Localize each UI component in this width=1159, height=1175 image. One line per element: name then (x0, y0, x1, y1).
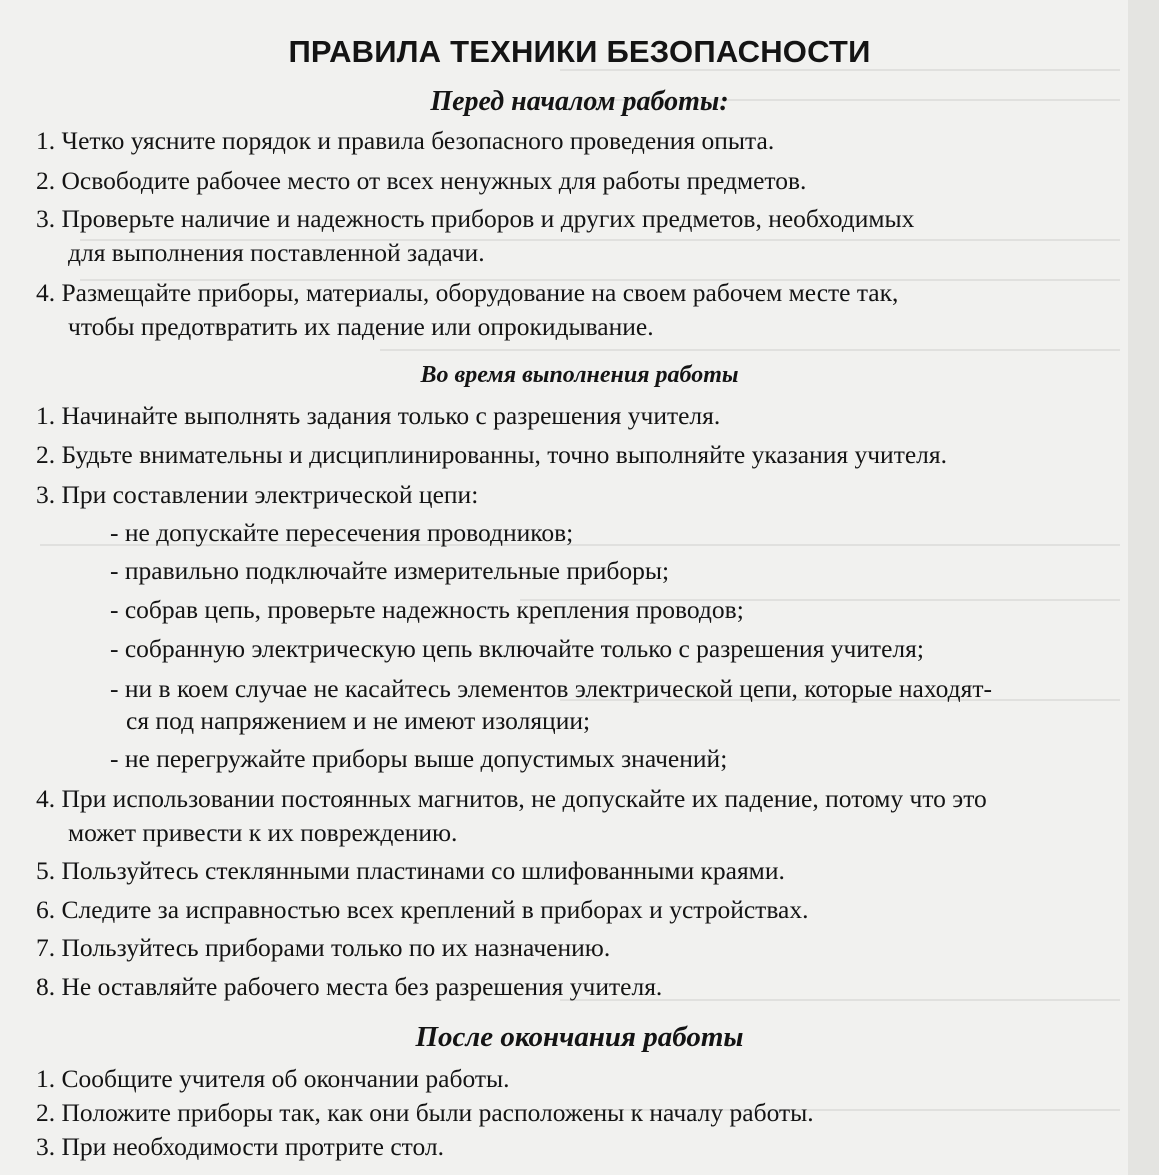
sub-list-item: - не допускайте пересечения проводников; (110, 518, 574, 547)
section-heading-after: После окончания работы (415, 1021, 744, 1053)
list-item: 1. Четко уясните порядок и правила безопасного проведения опыта. (36, 126, 775, 155)
list-item: 1. Начинайте выполнять задания только с разрешения учителя. (36, 401, 721, 430)
sub-list-item-continuation: ся под напряжением и не имеют изоляции; (126, 706, 591, 735)
sub-list-item: - ни в коем случае не касайтесь элементов электрической цепи, которые находят- (110, 674, 992, 703)
list-item: 4. Размещайте приборы, материалы, оборудование на своем рабочем месте так, (36, 278, 899, 307)
sub-list-item: - собранную электрическую цепь включайте только с разрешения учителя; (110, 634, 924, 663)
list-item: 7. Пользуйтесь приборами только по их назначению. (36, 933, 611, 962)
list-item: 4. При использовании постоянных магнитов, не допускайте их падение, потому что это (36, 784, 987, 813)
list-item-continuation: чтобы предотвратить их падение или опрокидывание. (68, 312, 654, 341)
list-item: 3. Проверьте наличие и надежность приборов и других предметов, необходимых (36, 204, 915, 233)
list-item: 8. Не оставляйте рабочего места без разрешения учителя. (36, 972, 663, 1001)
list-item: 2. Будьте внимательны и дисциплинированны, точно выполняйте указания учителя. (36, 440, 947, 469)
page-title: ПРАВИЛА ТЕХНИКИ БЕЗОПАСНОСТИ (288, 34, 871, 69)
list-item: 2. Положите приборы так, как они были расположены к началу работы. (36, 1098, 814, 1127)
list-item: 1. Сообщите учителя об окончании работы. (36, 1064, 510, 1093)
list-item: 2. Освободите рабочее место от всех ненужных для работы предметов. (36, 166, 807, 195)
list-item: 6. Следите за исправностью всех креплений в приборах и устройствах. (36, 895, 809, 924)
list-item-continuation: для выполнения поставленной задачи. (68, 238, 485, 267)
section-heading-before: Перед началом работы: (430, 86, 729, 117)
list-item: 5. Пользуйтесь стеклянными пластинами со шлифованными краями. (36, 856, 785, 885)
list-item: 3. При составлении электрической цепи: (36, 480, 479, 509)
sub-list-item: - собрав цепь, проверьте надежность крепления проводов; (110, 595, 744, 624)
list-item: 3. При необходимости протрите стол. (36, 1132, 444, 1161)
sub-list-item: - правильно подключайте измерительные приборы; (110, 556, 670, 585)
section-heading-during: Во время выполнения работы (420, 362, 739, 388)
list-item-continuation: может привести к их повреждению. (68, 818, 458, 847)
sub-list-item: - не перегружайте приборы выше допустимых значений; (110, 744, 728, 773)
